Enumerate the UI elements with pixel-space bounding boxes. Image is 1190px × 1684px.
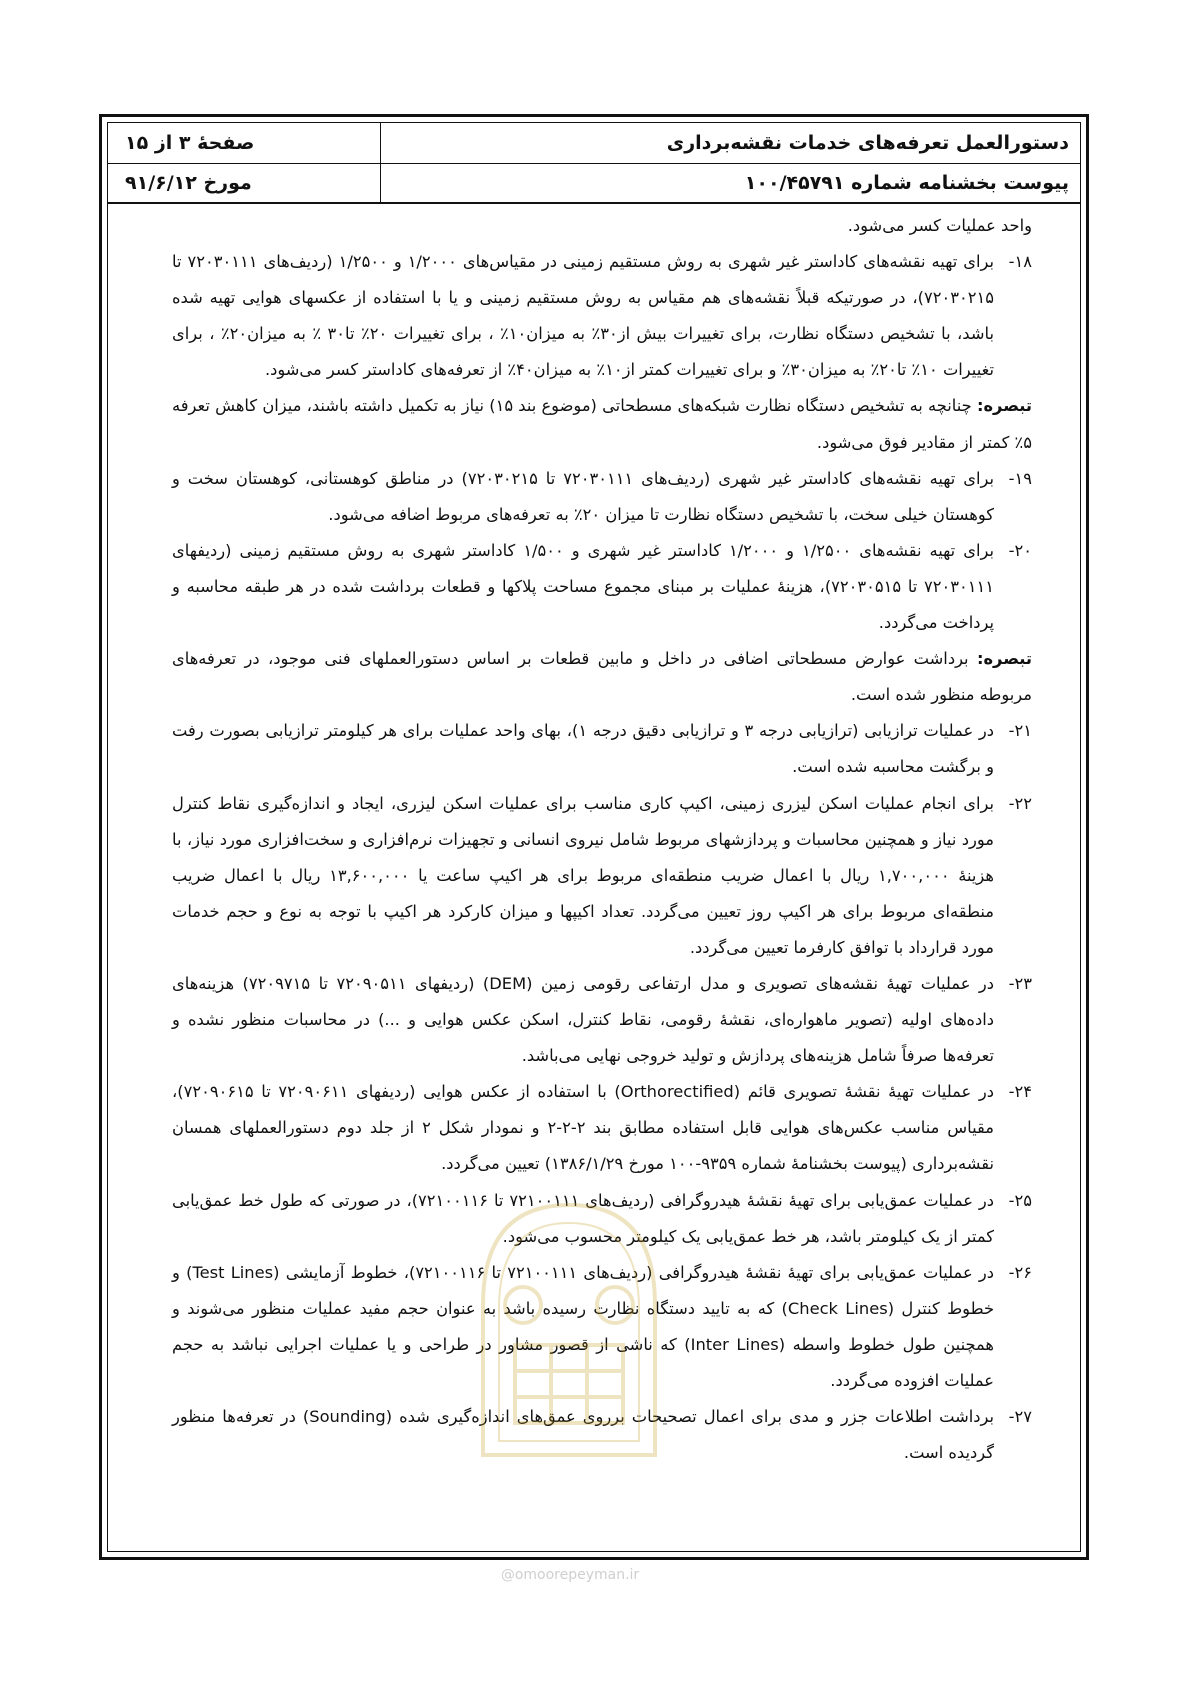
clause-text: در عملیات عمق‌یابی برای تهیۀ نقشۀ هیدروگرافی (ردیف‌های ۷۲۱۰۰۱۱۱ تا ۷۲۱۰۰۱۱۶)، در صورتی که طول خط عمق‌یابی کمتر از یک کیلومتر باشد، هر خط عمق‌یابی یک کیلومتر محسوب می‌شود. <box>172 1190 994 1246</box>
clause-text: برای انجام عملیات اسکن لیزری زمینی، اکیپ کاری مناسب برای عملیات اسکن لیزری، ایجاد و اندازه‌گیری نقاط کنترل مورد نیاز و همچنین محاسبات و پردازشهای مربوط شامل نیروی انسانی و تجهیزات نرم‌افزاری و سخت‌افزاری مورد نیاز، با هزینۀ ۱,۷۰۰,۰۰۰ ریال با اعمال ضریب منطقه‌ای مربوط برای هر اکیپ ساعت یا ۱۳,۶۰۰,۰۰۰ ریال با اعمال ضریب منطقه‌ای مربوط برای هر اکیپ روز تعیین می‌گردد. تعداد اکیپها و میزان کارکرد هر اکیپ با توجه به نوع و حجم خدمات مورد قرارداد با توافق کارفرما تعیین می‌گردد. <box>172 793 994 957</box>
circular-number: پیوست بخشنامه شماره ۱۰۰/۴۵۷۹۱ <box>744 172 1069 194</box>
clause-text: در عملیات عمق‌یابی برای تهیۀ نقشۀ هیدروگرافی (ردیف‌های ۷۲۱۰۰۱۱۱ تا ۷۲۱۰۰۱۱۶)، خطوط آزمایشی (Test Lines) و خطوط کنترل (Check Lines) که به تایید دستگاه نظارت رسیده باشد به عنوان حجم مفید عملیات منظور می‌شوند و همچنین طول خطوط واسطه (Inter Lines) که ناشی از قصور مشاور در طراحی و یا عملیات اجرایی نباشد به حجم عملیات افزوده می‌گردد. <box>172 1262 995 1390</box>
watermark-seal-icon <box>453 1185 685 1465</box>
circular-date: مورخ ۹۱/۶/۱۲ <box>125 172 252 194</box>
page-number: صفحۀ ۳ از ۱۵ <box>125 131 255 154</box>
clause-22 <box>172 786 1032 966</box>
clause-number: ۲۵- <box>1008 1190 1032 1210</box>
note-paragraph <box>172 388 1032 460</box>
clause-text: برای تهیه نقشه‌های کاداستر غیر شهری (ردیف‌های ۷۲۰۳۰۱۱۱ تا ۷۲۰۳۰۲۱۵) در مناطق کوهستانی، کوهستان سخت و کوهستان خیلی سخت، با تشخیص دستگاه نظارت تا میزان ۲۰٪ به تعرفه‌های مربوط اضافه می‌شود. <box>172 468 994 524</box>
clause-text: برداشت اطلاعات جزر و مدی برای اعمال تصحیحات برروی عمق‌های اندازه‌گیری شده (Sounding) در تعرفه‌ها منظور گردیده است. <box>172 1407 994 1463</box>
clause-number: ۲۰- <box>1008 540 1032 560</box>
clause-text: برای تهیه نقشه‌های کاداستر غیر شهری به روش مستقیم زمینی در مقیاس‌های ۱/۲۰۰۰ و ۱/۲۵۰۰ (ردیف‌های ۷۲۰۳۰۱۱۱ تا ۷۲۰۳۰۲۱۵)، در صورتیکه قبلاً نقشه‌های هم مقیاس به روش مستقیم زمینی و یا با استفاده از عکسهای هوایی تهیه شده باشد، با تشخیص دستگاه نظارت، برای تغییرات بیش از۳۰٪ به میزان۱۰٪ ، برای تغییرات ۲۰٪ تا۳۰ ٪ به میزان۲۰٪ ، برای تغییرات ۱۰٪ تا۲۰٪ به میزان۳۰٪ و برای تغییرات کمتر از۱۰٪ به میزان۴۰٪ از تعرفه‌های کاداستر کسر می‌شود. <box>172 252 995 380</box>
header-row-2 <box>107 164 1081 204</box>
clause-number: ۲۴- <box>1008 1082 1032 1102</box>
clause-text: در عملیات تهیۀ نقشۀ تصویری قائم (Orthorectified) با استفاده از عکس هوایی (ردیفهای ۷۲۰۹۰۶۱۱ تا ۷۲۰۹۰۶۱۵)، مقیاس مناسب عکس‌های هوایی قابل استفاده مطابق بند ۲-۲-۲ و نمودار شکل ۲ از جلد دوم دستورالعملهای همسان نقشه‌برداری (پیوست بخشنامۀ شماره ۹۳۵۹-۱۰۰ مورخ ۱۳۸۶/۱/۲۹) تعیین می‌گردد. <box>172 1082 995 1174</box>
clause-text: در عملیات ترازیابی (ترازیابی درجه ۳ و ترازیابی دقیق درجه ۱)، بهای واحد عملیات برای هر کیلومتر ترازیابی بصورت رفت و برگشت محاسبه شده است. <box>172 721 994 777</box>
note-paragraph <box>172 641 1032 713</box>
clause-number: ۲۶- <box>1008 1262 1032 1282</box>
header-divider <box>380 122 381 204</box>
clause-18 <box>172 244 1032 388</box>
clause-21 <box>172 713 1032 785</box>
paragraph-continuation: واحد عملیات کسر می‌شود. <box>847 216 1032 235</box>
note-label: تبصره: <box>976 396 1032 416</box>
clause-number: ۲۱- <box>1008 721 1032 741</box>
clause-text: برای تهیه نقشه‌های ۱/۲۵۰۰ و ۱/۲۰۰۰ کاداستر غیر شهری و ۱/۵۰۰ کاداستر شهری به روش مستقیم زمینی (ردیفهای ۷۲۰۳۰۱۱۱ تا ۷۲۰۳۰۵۱۵)، هزینۀ عملیات بر مبنای مجموع مساحت پلاکها و قطعات برداشت شده در هر طبقه محاسبه و پرداخت می‌گردد. <box>172 540 995 633</box>
note-label: تبصره: <box>976 649 1032 669</box>
clause-text: در عملیات تهیۀ نقشه‌های تصویری و مدل ارتفاعی رقومی زمین (DEM) (ردیفهای ۷۲۰۹۰۵۱۱ تا ۷۲۰۹۷۱۵) هزینه‌های داده‌های اولیه (تصویر ماهواره‌ای، نقشۀ رقومی، نقاط کنترل، اسکن عکس هوایی و ...) در محاسبات منظور نشده و تعرفه‌ها صرفاً شامل هزینه‌های پردازش و تولید خروجی نهایی می‌باشد. <box>172 973 995 1066</box>
note-text: چنانچه به تشخیص دستگاه نظارت شبکه‌های مسطحاتی (موضوع بند ۱۵) نیاز به تکمیل داشته باشند، میزان کاهش تعرفه ۵٪ کمتر از مقادیر فوق می‌شود. <box>172 396 1032 452</box>
clause-19 <box>172 461 1032 533</box>
document-title: دستورالعمل تعرفه‌های خدمات نقشه‌برداری <box>666 131 1069 154</box>
clause-number: ۱۹- <box>1008 468 1032 488</box>
clause-number: ۲۷- <box>1008 1407 1032 1427</box>
clause-number: ۲۲- <box>1008 793 1032 813</box>
header-row-1 <box>107 122 1081 164</box>
note-text: برداشت عوارض مسطحاتی اضافی در داخل و مابین قطعات بر اساس دستورالعملهای فنی موجود، در تعرفه‌های مربوطه منظور شده است. <box>172 649 1032 705</box>
clause-23 <box>172 966 1032 1074</box>
watermark-site: @omoorepeyman.ir <box>500 1567 640 1583</box>
clause-number: ۲۳- <box>1008 973 1032 993</box>
clause-20 <box>172 533 1032 641</box>
clause-24 <box>172 1074 1032 1182</box>
clause-number: ۱۸- <box>1008 252 1032 272</box>
